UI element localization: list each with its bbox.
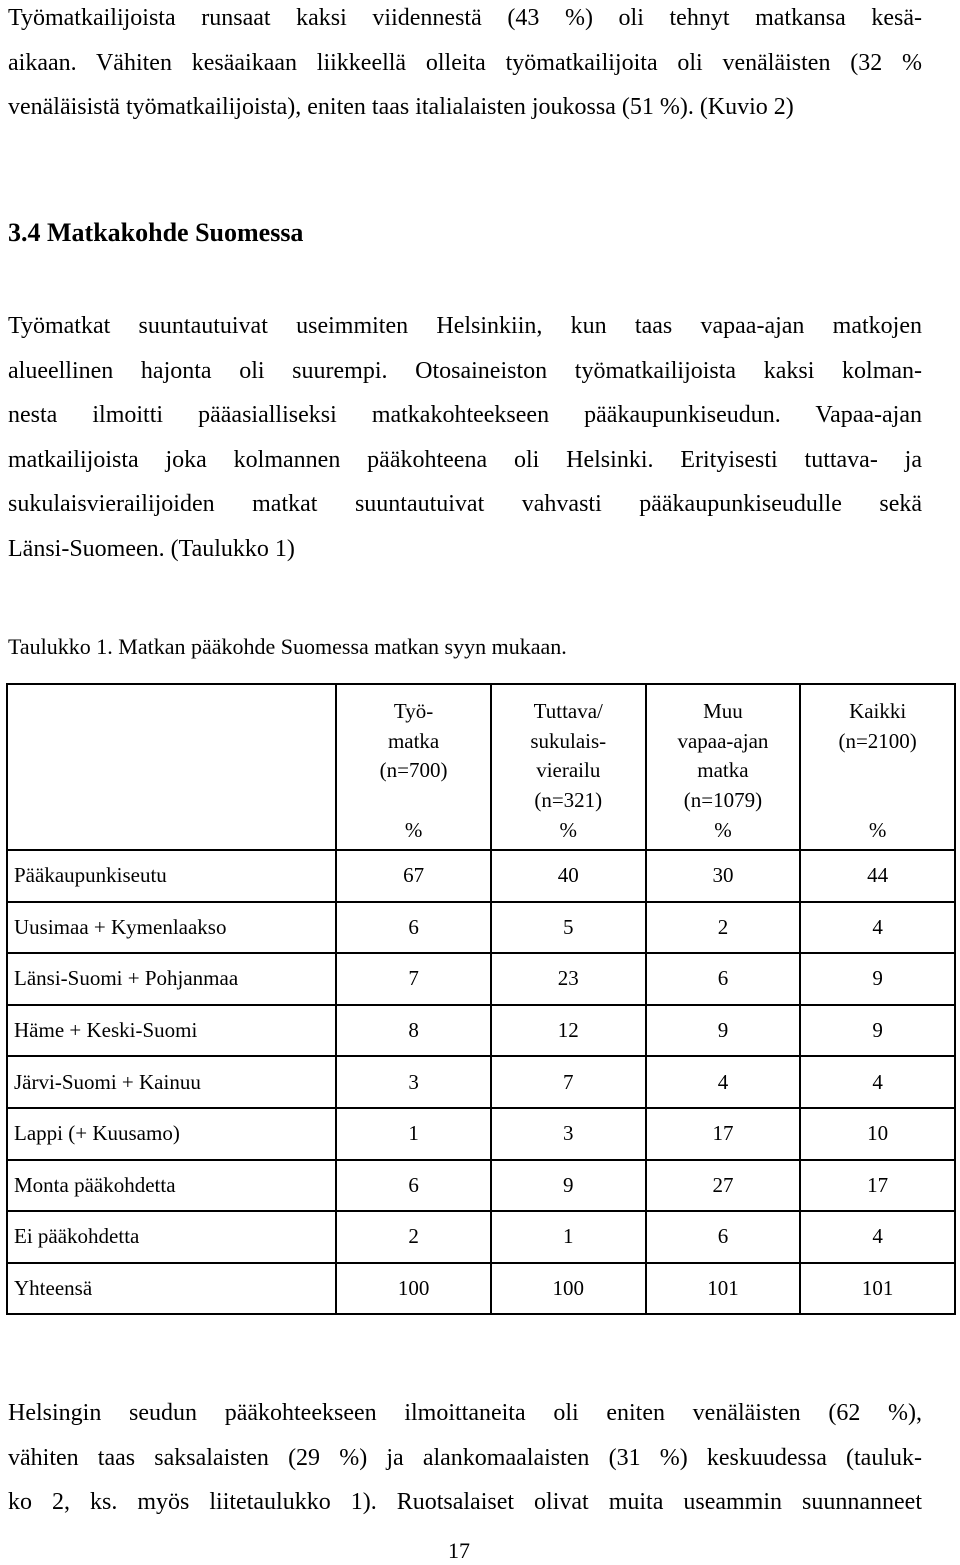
header-line: vierailu [536, 758, 601, 782]
table-cell: 9 [800, 1005, 955, 1057]
table-cell: 6 [646, 1211, 801, 1263]
table-row [7, 1005, 955, 1057]
text-line: matkailijoista joka kolmannen pääkohteena oli Helsinki. Erityisesti tuttava- ja [8, 446, 922, 473]
header-line: (n=2100) [838, 728, 917, 753]
table-cell: 27 [646, 1160, 801, 1212]
header-line: sukulais- [530, 728, 607, 753]
table-cell: 7 [336, 953, 491, 1005]
header-line: matka [387, 728, 440, 753]
header-friend-visit [491, 684, 646, 850]
header-line: (n=700) [379, 758, 448, 782]
table-cell: 10 [800, 1108, 955, 1160]
table-cell: 1 [491, 1211, 646, 1263]
table-cell: 3 [491, 1108, 646, 1160]
header-line: (n=1079) [683, 787, 763, 812]
paragraph-helsinki [8, 1391, 922, 1525]
text-line: Länsi-Suomeen. (Taulukko 1) [8, 535, 295, 562]
text-line: nesta ilmoitti pääasialliseksi matkakohteekseen pääkaupunkiseudun. Vapaa-ajan [8, 402, 922, 428]
text-line: Helsingin seudun pääkohteekseen ilmoittaneita oli eniten venäläisten (62 %), [8, 1400, 922, 1426]
table-cell: 101 [646, 1263, 801, 1315]
table-cell: 17 [646, 1108, 801, 1160]
row-label: Ei pääkohdetta [7, 1211, 336, 1263]
table-row [7, 1108, 955, 1160]
header-unit: % [559, 817, 577, 842]
table-row [7, 1211, 955, 1263]
table-caption: Taulukko 1. Matkan pääkohde Suomessa matkan syyn mukaan. [8, 634, 567, 659]
table-cell: 9 [491, 1160, 646, 1212]
table-row [7, 850, 955, 902]
table-cell: 100 [491, 1263, 646, 1315]
table-cell: 100 [336, 1263, 491, 1315]
header-line: Työ- [393, 699, 434, 723]
text-line: Työmatkat suuntautuivat useimmiten Helsinkiin, kun taas vapaa-ajan matkojen [8, 313, 922, 339]
row-label: Pääkaupunkiseutu [7, 850, 336, 902]
header-work-trip [336, 684, 491, 850]
table-cell: 6 [646, 953, 801, 1005]
header-unit: % [868, 817, 887, 842]
row-label: Länsi-Suomi + Pohjanmaa [7, 953, 336, 1005]
table-cell: 4 [646, 1056, 801, 1108]
header-line: matka [697, 758, 749, 782]
header-unit: % [404, 817, 423, 842]
table-cell: 4 [800, 1056, 955, 1108]
table-cell: 3 [336, 1056, 491, 1108]
header-empty-cell [7, 684, 336, 850]
row-label: Monta pääkohdetta [7, 1160, 336, 1212]
text-line: vähiten taas saksalaisten (29 %) ja alankomaalaisten (31 %) keskuudessa (tauluk- [8, 1444, 922, 1471]
table-cell: 1 [336, 1108, 491, 1160]
text-line: sukulaisvierailijoiden matkat suuntautuivat vahvasti pääkaupunkiseudulle sekä [8, 491, 922, 517]
table-cell: 6 [336, 1160, 491, 1212]
table-cell: 23 [491, 953, 646, 1005]
row-label: Uusimaa + Kymenlaakso [7, 902, 336, 954]
destination-table [6, 683, 956, 1315]
row-label: Yhteensä [7, 1263, 336, 1315]
paragraph-intro [8, 0, 922, 130]
header-line: Kaikki [849, 699, 907, 723]
table-cell: 2 [646, 902, 801, 954]
header-line: Muu [703, 699, 743, 723]
header-unit: % [714, 817, 732, 842]
table-cell: 9 [800, 953, 955, 1005]
table-cell: 4 [800, 902, 955, 954]
table-cell: 67 [336, 850, 491, 902]
table-row [7, 1160, 955, 1212]
table-row [7, 953, 955, 1005]
text-line: venäläisistä työmatkailijoista), eniten taas italialaisten joukossa (51 %). (Kuvio 2) [8, 94, 794, 120]
table-cell: 4 [800, 1211, 955, 1263]
text-line: aikaan. Vähiten kesäaikaan liikkeellä olleita työmatkailijoita oli venäläisten (32 % [8, 49, 922, 76]
table-cell: 40 [491, 850, 646, 902]
table-cell: 7 [491, 1056, 646, 1108]
header-leisure-trip [646, 684, 801, 850]
row-label: Järvi-Suomi + Kainuu [7, 1056, 336, 1108]
table-cell: 17 [800, 1160, 955, 1212]
table-cell: 44 [800, 850, 955, 902]
table-cell: 8 [336, 1005, 491, 1057]
table-cell: 12 [491, 1005, 646, 1057]
table-row-total [7, 1263, 955, 1315]
table-cell: 5 [491, 902, 646, 954]
row-label: Lappi (+ Kuusamo) [7, 1108, 336, 1160]
table-cell: 30 [646, 850, 801, 902]
table-cell: 2 [336, 1211, 491, 1263]
paragraph-destination [8, 304, 922, 571]
header-all [800, 684, 955, 850]
text-line: ko 2, ks. myös liitetaulukko 1). Ruotsalaiset olivat muita useammin suunnanneet [8, 1489, 922, 1515]
table-cell: 9 [646, 1005, 801, 1057]
text-line: Työmatkailijoista runsaat kaksi viidennestä (43 %) oli tehnyt matkansa kesä- [8, 5, 922, 31]
table-cell: 101 [800, 1263, 955, 1315]
table-row [7, 1056, 955, 1108]
header-line: Tuttava/ [533, 699, 603, 723]
page-number: 17 [448, 1538, 470, 1563]
row-label: Häme + Keski-Suomi [7, 1005, 336, 1057]
table-row [7, 902, 955, 954]
section-heading: 3.4 Matkakohde Suomessa [8, 218, 304, 247]
table-header-row [7, 684, 955, 850]
text-line: alueellinen hajonta oli suurempi. Otosaineiston työmatkailijoista kaksi kolman- [8, 357, 922, 384]
table-cell: 6 [336, 902, 491, 954]
header-line: vapaa-ajan [677, 728, 769, 753]
header-line: (n=321) [534, 787, 603, 812]
